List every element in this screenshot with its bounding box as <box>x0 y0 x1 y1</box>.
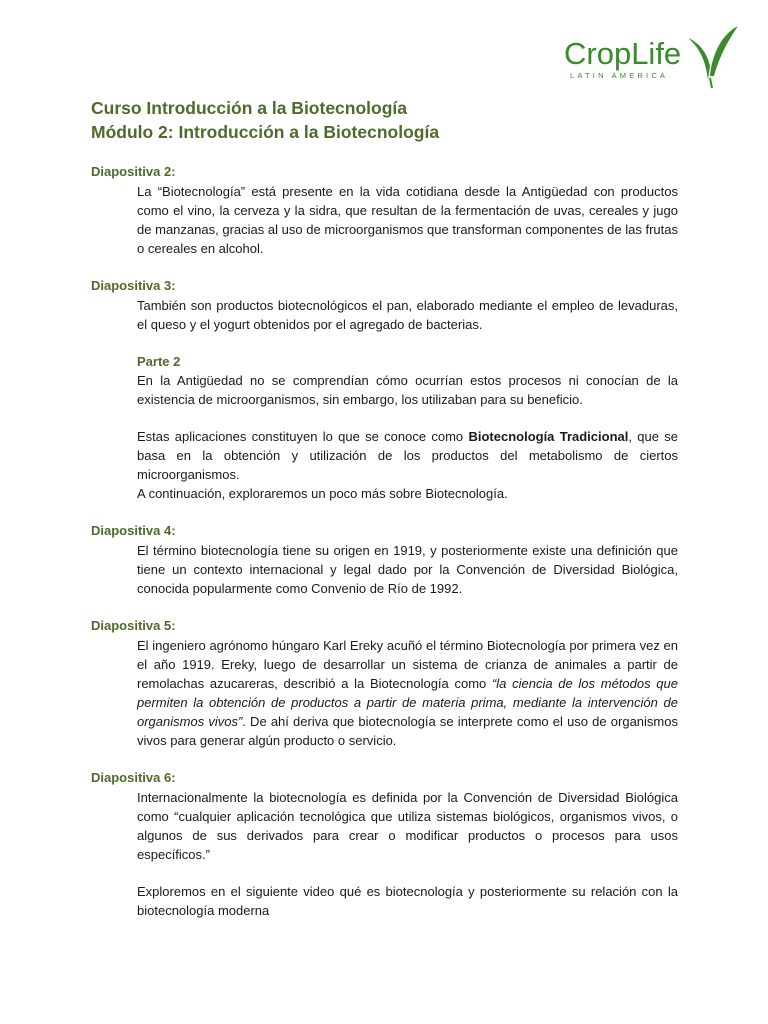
slide-section <box>91 768 691 920</box>
slide-paragraph <box>137 371 678 503</box>
paragraph-text <box>137 636 678 750</box>
continuation-text: A continuación, exploraremos un poco más sobre Biotecnología. <box>137 486 508 501</box>
traditional-paragraph <box>137 427 678 484</box>
paragraph-text: El término biotecnología tiene su origen en 1919, y posteriormente existe una definición que tiene un contexto internacional y legal dado por la Convención de Diversidad Biológica, conocida popularmente como Convenio de Río de 1992. <box>137 543 678 596</box>
slide-label: Diapositiva 3: <box>91 278 176 293</box>
document-body <box>91 162 691 938</box>
bold-term: Biotecnología Tradicional <box>468 429 629 444</box>
italic-quote: “la ciencia de los métodos que permiten la obtención de productos a partir de materia prima, mediante la intervención de organismos vivos” <box>137 676 678 729</box>
slide-label: Diapositiva 6: <box>91 770 176 785</box>
module-title: Módulo 2: Introducción a la Biotecnología <box>91 122 440 142</box>
part-label: Parte 2 <box>137 354 181 369</box>
croplife-logo <box>560 18 740 90</box>
course-title: Curso Introducción a la Biotecnología <box>91 98 407 118</box>
text-run: , que se basa en la obtención y utilización de los productos del metabolismo de ciertos microorganismos. <box>137 429 678 482</box>
slide-paragraph <box>137 636 678 750</box>
paragraph-text: Internacionalmente la biotecnología es definida por la Convención de Diversidad Biológica como “cualquier aplicación tecnológica que utiliza sistemas biológicos, organismos vivos, o algunos de sus derivados para crear o modificar productos o procesos para usos específicos.” <box>137 790 678 862</box>
slide-section <box>91 162 691 258</box>
slide-paragraph <box>137 788 678 920</box>
paragraph-text: En la Antigüedad no se comprendían cómo ocurrían estos procesos ni conocían de la existencia de microorganismos, sin embargo, los utilizaban para su beneficio. <box>137 373 678 407</box>
slide-section <box>91 276 691 503</box>
slide-paragraph <box>137 296 678 334</box>
slide-section <box>91 521 691 598</box>
logo-tagline: LATIN AMERICA <box>570 71 669 80</box>
video-paragraph: Exploremos en el siguiente video qué es biotecnología y posteriormente su relación con la biotecnología moderna <box>137 884 678 918</box>
slide-paragraph <box>137 541 678 598</box>
slide-paragraph <box>137 182 678 258</box>
text-run: Estas aplicaciones constituyen lo que se conoce como <box>137 429 469 444</box>
slide-label: Diapositiva 5: <box>91 618 176 633</box>
slide-label: Diapositiva 2: <box>91 164 176 179</box>
paragraph-text: También son productos biotecnológicos el pan, elaborado mediante el empleo de levaduras, el queso y el yogurt obtenidos por el agregado de bacterias. <box>137 298 678 332</box>
logo-wordmark: CropLife <box>564 36 682 71</box>
slide-label: Diapositiva 4: <box>91 523 176 538</box>
text-run: . De ahí deriva que biotecnología se interprete como el uso de organismos vivos para generar algún producto o servicio. <box>137 714 678 748</box>
document-header <box>91 96 691 144</box>
text-run: El ingeniero agrónomo húngaro Karl Ereky acuñó el término Biotecnología por primera vez en el año 1919. Ereky, luego de desarrollar un sistema de crianza de animales a partir de remolachas azucareras, describió a la Biotecnología como <box>137 638 678 691</box>
paragraph-text: La “Biotecnología” está presente en la vida cotidiana desde la Antigüedad con productos como el vino, la cerveza y la sidra, que resultan de la fermentación de uvas, cereales y jugo de manzanas, gracias al uso de microorganismos que transforman componentes de las frutas o cereales en alcohol. <box>137 184 678 256</box>
slide-section <box>91 616 691 750</box>
